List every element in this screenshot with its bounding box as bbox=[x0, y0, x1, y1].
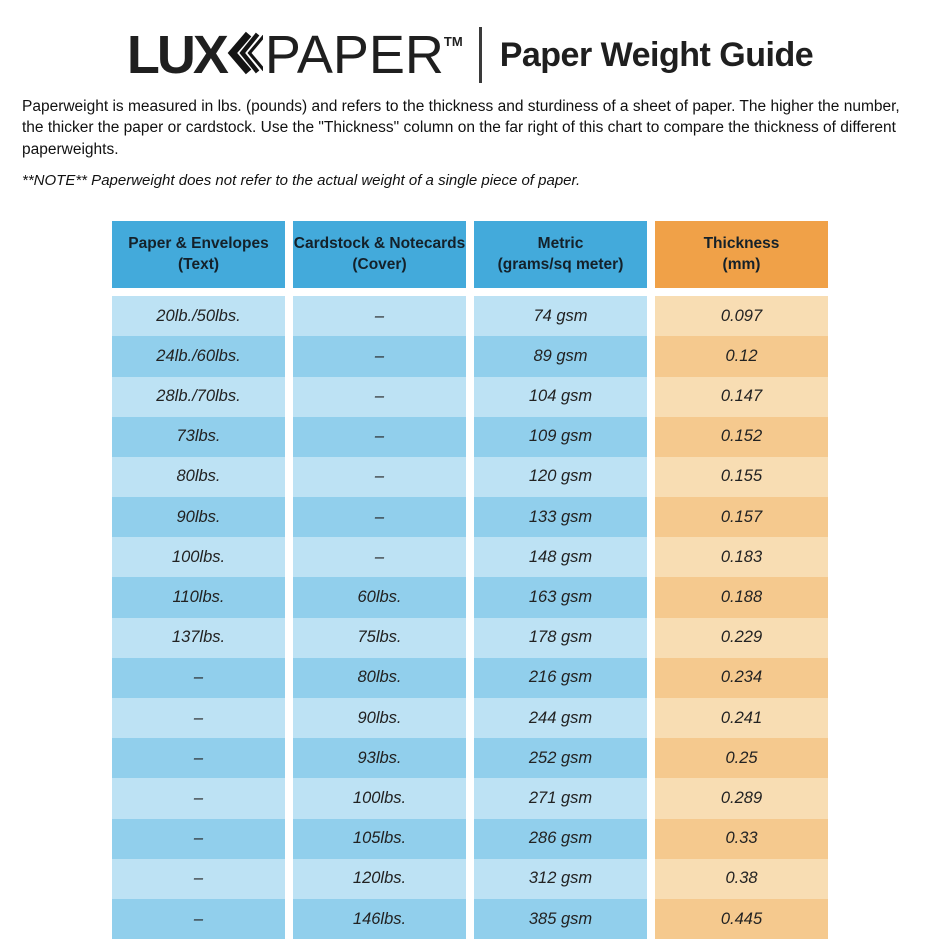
logo-paper-text: PAPER bbox=[264, 25, 444, 85]
table-body bbox=[112, 296, 828, 939]
table-header-row bbox=[112, 221, 828, 288]
table-cell: 0.289 bbox=[655, 778, 828, 818]
table-cell: 271 gsm bbox=[474, 778, 647, 818]
header-divider bbox=[479, 27, 482, 83]
table-cell: – bbox=[293, 417, 466, 457]
table-cell: 110lbs. bbox=[112, 577, 285, 617]
table-cell: 146lbs. bbox=[293, 899, 466, 939]
table-row bbox=[112, 859, 828, 899]
table-cell: – bbox=[112, 698, 285, 738]
table-cell: 0.25 bbox=[655, 738, 828, 778]
paper-weight-table bbox=[112, 221, 828, 939]
table-cell: – bbox=[293, 497, 466, 537]
table-cell: – bbox=[112, 738, 285, 778]
table-row bbox=[112, 819, 828, 859]
table-cell: – bbox=[112, 658, 285, 698]
column-header: Metric (grams/sq meter) bbox=[474, 221, 647, 288]
table-cell: – bbox=[293, 336, 466, 376]
table-cell: 105lbs. bbox=[293, 819, 466, 859]
lux-paper-logo bbox=[126, 25, 463, 85]
table-cell: 74 gsm bbox=[474, 296, 647, 336]
table-row bbox=[112, 618, 828, 658]
table-row bbox=[112, 497, 828, 537]
table-cell: 73lbs. bbox=[112, 417, 285, 457]
table-cell: 133 gsm bbox=[474, 497, 647, 537]
table-cell: 0.097 bbox=[655, 296, 828, 336]
table-cell: 148 gsm bbox=[474, 537, 647, 577]
table-cell: 104 gsm bbox=[474, 377, 647, 417]
table-cell: 109 gsm bbox=[474, 417, 647, 457]
table-cell: 80lbs. bbox=[293, 658, 466, 698]
table-cell: 244 gsm bbox=[474, 698, 647, 738]
table-cell: 120 gsm bbox=[474, 457, 647, 497]
table-cell: 60lbs. bbox=[293, 577, 466, 617]
table-cell: 178 gsm bbox=[474, 618, 647, 658]
table-row bbox=[112, 336, 828, 376]
table-cell: 385 gsm bbox=[474, 899, 647, 939]
table-cell: 93lbs. bbox=[293, 738, 466, 778]
table-cell: 89 gsm bbox=[474, 336, 647, 376]
trademark-symbol: TM bbox=[443, 34, 463, 49]
table-row bbox=[112, 537, 828, 577]
table-cell: 163 gsm bbox=[474, 577, 647, 617]
table-cell: 100lbs. bbox=[293, 778, 466, 818]
logo-lux-text: LUX bbox=[126, 25, 226, 85]
table-cell: 0.155 bbox=[655, 457, 828, 497]
table-cell: 120lbs. bbox=[293, 859, 466, 899]
table-cell: 0.229 bbox=[655, 618, 828, 658]
table-cell: 75lbs. bbox=[293, 618, 466, 658]
table-cell: 90lbs. bbox=[112, 497, 285, 537]
table-cell: 100lbs. bbox=[112, 537, 285, 577]
table-cell: 0.147 bbox=[655, 377, 828, 417]
table-cell: 90lbs. bbox=[293, 698, 466, 738]
table-cell: – bbox=[112, 819, 285, 859]
table-row bbox=[112, 577, 828, 617]
table-row bbox=[112, 296, 828, 336]
brand-bar bbox=[0, 0, 940, 88]
table-cell: 286 gsm bbox=[474, 819, 647, 859]
note-paragraph: **NOTE** Paperweight does not refer to the actual weight of a single piece of paper. bbox=[22, 172, 581, 190]
table-cell: – bbox=[112, 859, 285, 899]
table-row bbox=[112, 899, 828, 939]
double-chevron-icon bbox=[227, 29, 263, 82]
table-cell: 137lbs. bbox=[112, 618, 285, 658]
table-cell: 20lb./50lbs. bbox=[112, 296, 285, 336]
table-row bbox=[112, 417, 828, 457]
table-cell: 0.38 bbox=[655, 859, 828, 899]
table-cell: 0.152 bbox=[655, 417, 828, 457]
table-cell: 80lbs. bbox=[112, 457, 285, 497]
table-cell: – bbox=[293, 377, 466, 417]
table-row bbox=[112, 658, 828, 698]
table-cell: 252 gsm bbox=[474, 738, 647, 778]
table-cell: – bbox=[112, 899, 285, 939]
table-row bbox=[112, 738, 828, 778]
table-row bbox=[112, 698, 828, 738]
table-cell: 0.183 bbox=[655, 537, 828, 577]
table-row bbox=[112, 778, 828, 818]
table-cell: 0.33 bbox=[655, 819, 828, 859]
table-cell: 0.445 bbox=[655, 899, 828, 939]
table-cell: – bbox=[293, 537, 466, 577]
table-cell: – bbox=[293, 457, 466, 497]
page-title: Paper Weight Guide bbox=[499, 35, 814, 74]
table-cell: 0.241 bbox=[655, 698, 828, 738]
table-cell: 28lb./70lbs. bbox=[112, 377, 285, 417]
column-header: Cardstock & Notecards (Cover) bbox=[293, 221, 466, 288]
table-cell: 216 gsm bbox=[474, 658, 647, 698]
table-cell: 24lb./60lbs. bbox=[112, 336, 285, 376]
table-cell: 0.234 bbox=[655, 658, 828, 698]
table-cell: 0.12 bbox=[655, 336, 828, 376]
table-cell: – bbox=[112, 778, 285, 818]
column-header: Thickness (mm) bbox=[655, 221, 828, 288]
table-cell: 0.157 bbox=[655, 497, 828, 537]
table-cell: 312 gsm bbox=[474, 859, 647, 899]
intro-paragraph: Paperweight is measured in lbs. (pounds) and refers to the thickness and sturdiness of a sheet of paper. The higher the number, the thicker the paper or cardstock. Use the "Thickness" column on the far right of this chart to compare the thickness of different paperweights. bbox=[22, 98, 900, 158]
column-header: Paper & Envelopes (Text) bbox=[112, 221, 285, 288]
table-row bbox=[112, 377, 828, 417]
table-cell: 0.188 bbox=[655, 577, 828, 617]
table-row bbox=[112, 457, 828, 497]
table-cell: – bbox=[293, 296, 466, 336]
